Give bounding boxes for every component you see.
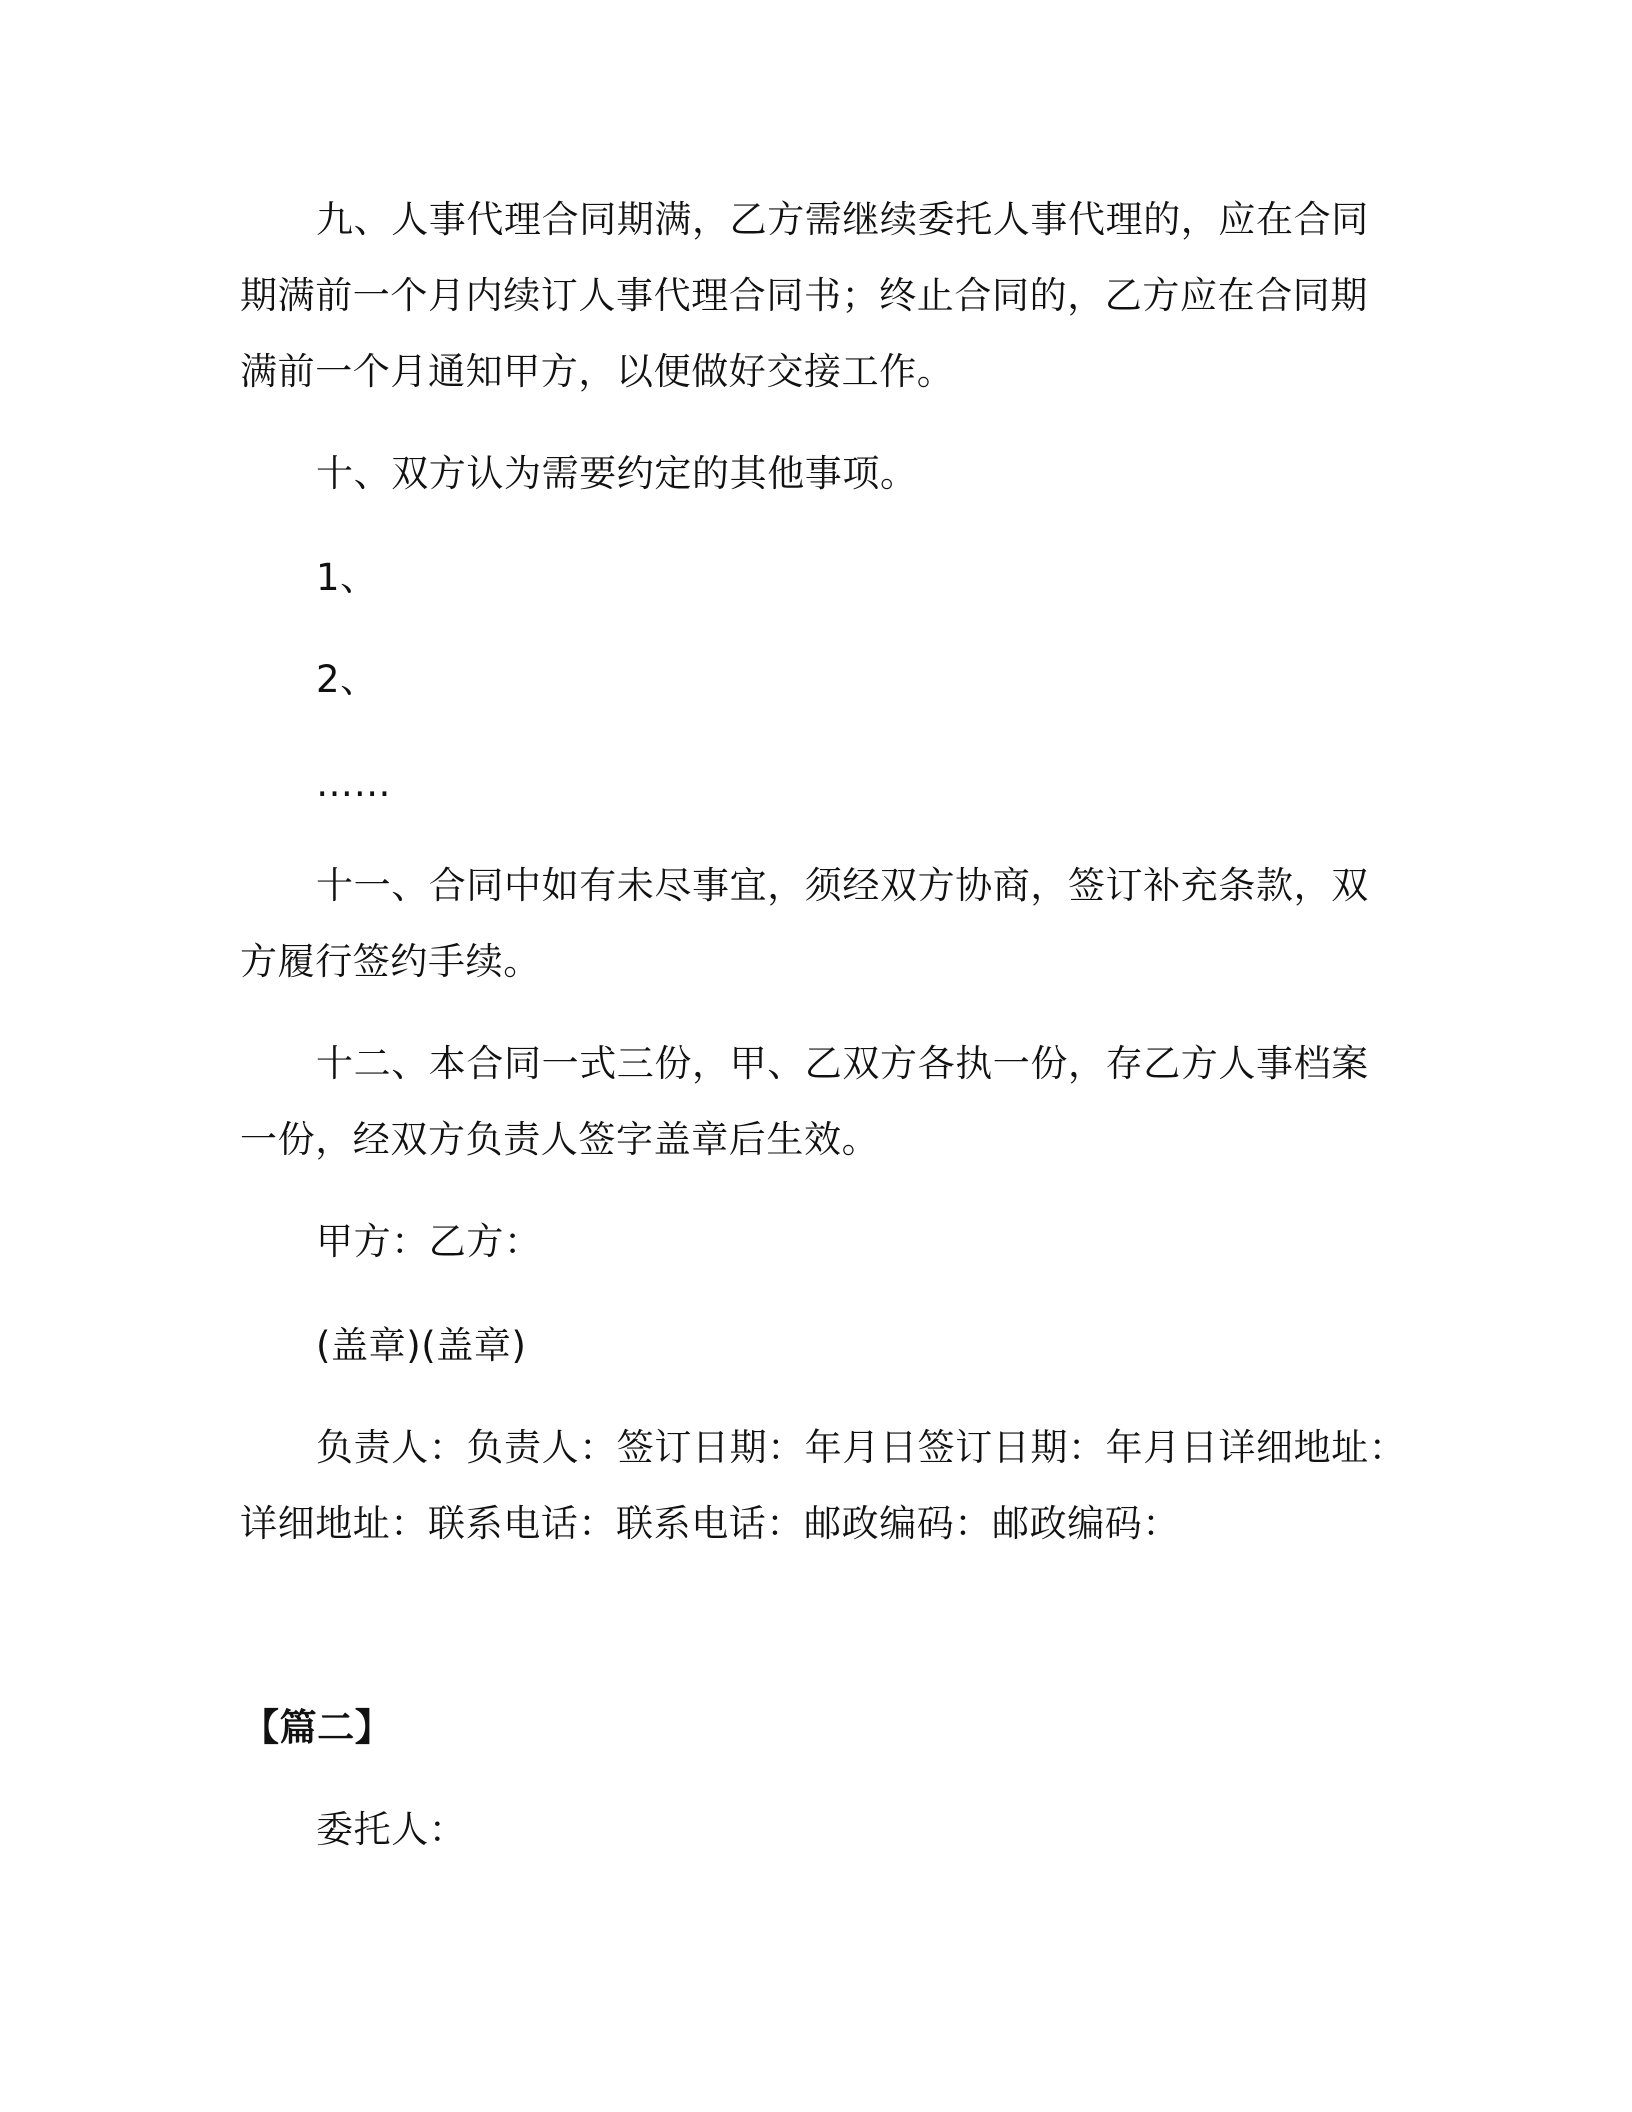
- clause-11-line-2: 方履行签约手续。: [240, 940, 541, 983]
- clause-9-line-3: 满前一个月通知甲方，以便做好交接工作。: [240, 350, 955, 393]
- clause-9-line-1: 九、人事代理合同期满，乙方需继续委托人事代理的，应在合同: [316, 198, 1369, 241]
- section-heading: 【篇二】: [242, 1706, 393, 1749]
- clause-10-item-2: 2、: [316, 658, 378, 701]
- clause-10-item-1: 1、: [316, 556, 378, 599]
- seal-labels: (盖章)(盖章): [316, 1324, 527, 1367]
- clause-12-line-2: 一份，经双方负责人签字盖章后生效。: [240, 1118, 880, 1161]
- client-label: 委托人：: [316, 1808, 467, 1851]
- signature-fields-line-1: 负责人：负责人：签订日期：年月日签订日期：年月日详细地址：: [316, 1426, 1407, 1469]
- clause-11-line-1: 十一、合同中如有未尽事宜，须经双方协商，签订补充条款，双: [316, 864, 1369, 907]
- clause-9-line-2: 期满前一个月内续订人事代理合同书；终止合同的，乙方应在合同期: [240, 274, 1368, 317]
- clause-12-line-1: 十二、本合同一式三份，甲、乙双方各执一份，存乙方人事档案: [316, 1042, 1369, 1085]
- clause-10: 十、双方认为需要约定的其他事项。: [316, 452, 918, 495]
- party-labels: 甲方：乙方：: [316, 1220, 542, 1263]
- signature-fields-line-2: 详细地址：联系电话：联系电话：邮政编码：邮政编码：: [240, 1502, 1180, 1545]
- clause-10-ellipsis: ……: [316, 762, 392, 805]
